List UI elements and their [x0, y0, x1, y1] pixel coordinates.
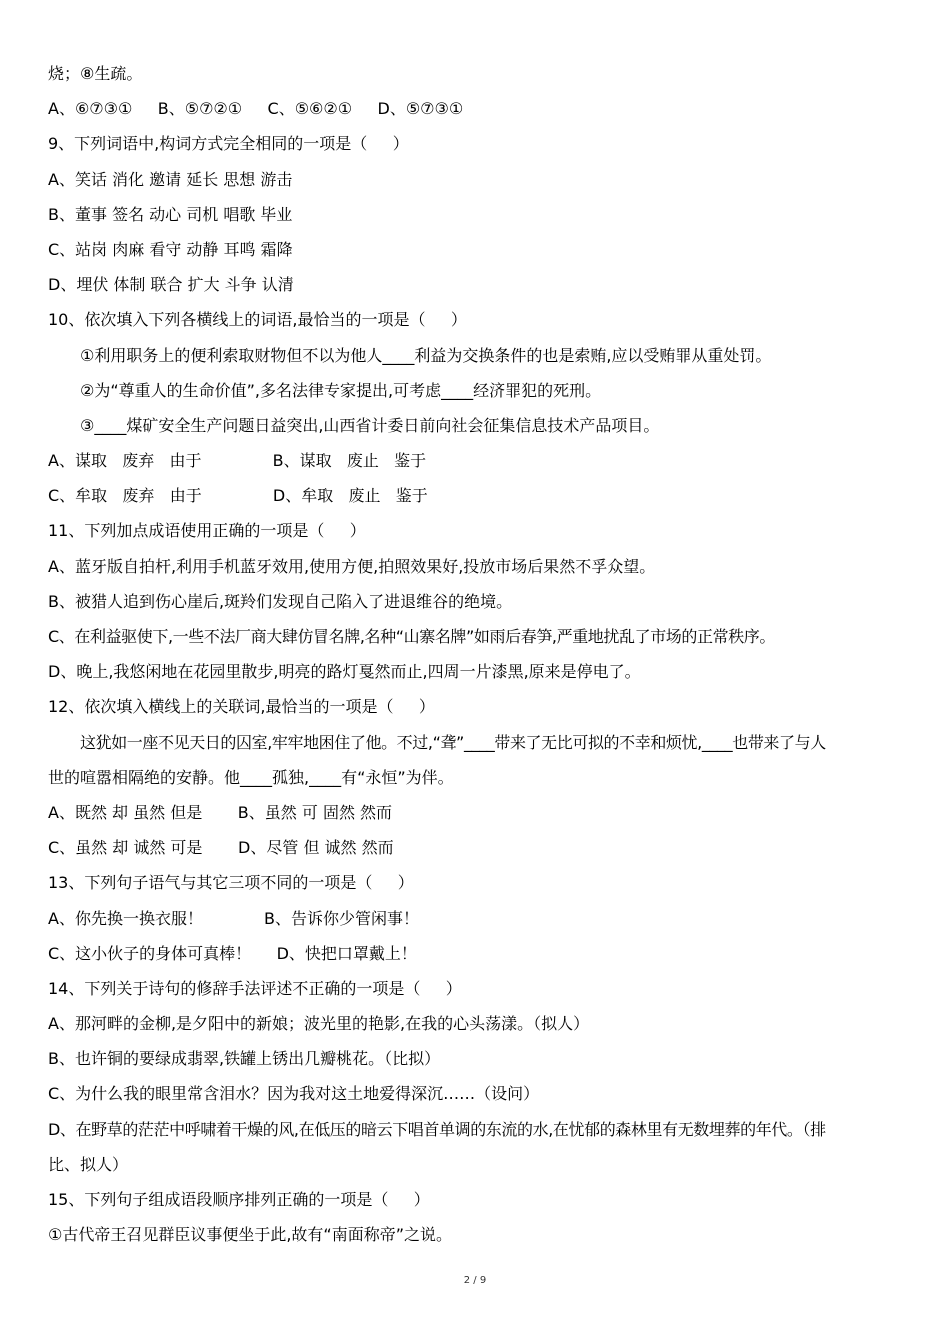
option-a: A、笑话 消化 邀请 延长 思想 游击 [48, 169, 293, 189]
option-d: D、晚上,我悠闲地在花园里散步,明亮的路灯戛然而止,四周一片漆黑,原来是停电了。 [48, 662, 641, 682]
question-10: 10、依次填入下列各横线上的词语,最恰当的一项是（ ） [48, 310, 467, 330]
answer-options: C、虽然 却 诚然 可是 D、尽管 但 诚然 然而 [48, 838, 394, 858]
question-12-passage: 这犹如一座不见天日的囚室,牢牢地困住了他。不过,“聋”____带来了无比可拟的不幸和烦忧,____也带来了与人 [80, 732, 826, 752]
text-line: 烧；⑧生疏。 [48, 64, 143, 83]
option-c: C、为什么我的眼里常含泪水？因为我对这土地爱得深沉……（设问） [48, 1084, 540, 1104]
question-12-passage: 世的喧嚣相隔绝的安静。他____孤独,____有“永恒”为伴。 [48, 767, 454, 787]
question-13: 13、下列句子语气与其它三项不同的一项是（ ） [48, 873, 414, 893]
option-b: B、董事 签名 动心 司机 唱歌 毕业 [48, 204, 293, 224]
page-number: 2 / 9 [463, 1275, 487, 1286]
option-d-continued: 比、拟人） [48, 1154, 129, 1174]
answer-options: A、谋取 废弃 由于 B、谋取 废止 鉴于 [48, 451, 427, 471]
question-14: 14、下列关于诗句的修辞手法评述不正确的一项是（ ） [48, 978, 462, 998]
option-c: C、在利益驱使下,一些不法厂商大肆仿冒名牌,名种“山寨名牌”如雨后春笋,严重地扰乱了市场的正常秩序。 [48, 627, 776, 646]
answer-options: C、牟取 废弃 由于 D、牟取 废止 鉴于 [48, 486, 428, 506]
question-9: 9、下列词语中,构词方式完全相同的一项是（ ） [48, 134, 409, 154]
option-b: B、也许铜的要绿成翡翠,铁罐上锈出几瓣桃花。（比拟） [48, 1049, 441, 1069]
question-10-item-3: ③____煤矿安全生产问题日益突出,山西省计委日前向社会征集信息技术产品项目。 [80, 415, 660, 435]
option-c: C、站岗 肉麻 看守 动静 耳鸣 霜降 [48, 239, 293, 259]
answer-options: A、既然 却 虽然 但是 B、虽然 可 固然 然而 [48, 802, 393, 822]
question-11: 11、下列加点成语使用正确的一项是（ ） [48, 521, 366, 541]
question-15: 15、下列句子组成语段顺序排列正确的一项是（ ） [48, 1190, 430, 1209]
answer-options: C、这小伙子的身体可真棒！ D、快把口罩戴上！ [48, 943, 417, 963]
option-a: A、蓝牙版自拍杆,利用手机蓝牙效用,使用方便,拍照效果好,投放市场后果然不孚众望。 [48, 556, 656, 576]
option-a: A、那河畔的金柳,是夕阳中的新娘；波光里的艳影,在我的心头荡漾。（拟人） [48, 1014, 590, 1034]
option-b: B、被猎人追到伤心崖后,斑羚们发现自己陷入了进退维谷的绝境。 [48, 591, 513, 611]
option-d: D、埋伏 体制 联合 扩大 斗争 认清 [48, 275, 294, 295]
question-10-item-1: ①利用职务上的便利索取财物但不以为他人____利益为交换条件的也是索贿,应以受贿罪从重处罚。 [80, 345, 772, 365]
document-body [48, 56, 908, 1252]
option-d: D、在野草的茫茫中呼啸着干燥的风,在低压的暗云下唱首单调的东流的水,在忧郁的森林里有无数埋葬的年代。（排 [48, 1119, 826, 1139]
answer-options: A、⑥⑦③① B、⑤⑦②① C、⑤⑥②① D、⑤⑦③① [48, 99, 464, 119]
question-15-item-1: ①古代帝王召见群臣议事便坐于此,故有“南面称帝”之说。 [48, 1225, 453, 1245]
answer-options: A、你先换一换衣服！ B、告诉你少管闲事！ [48, 908, 419, 928]
question-12: 12、依次填入横线上的关联词,最恰当的一项是（ ） [48, 697, 435, 717]
question-10-item-2: ②为“尊重人的生命价值”,多名法律专家提出,可考虑____经济罪犯的死刑。 [80, 380, 602, 400]
